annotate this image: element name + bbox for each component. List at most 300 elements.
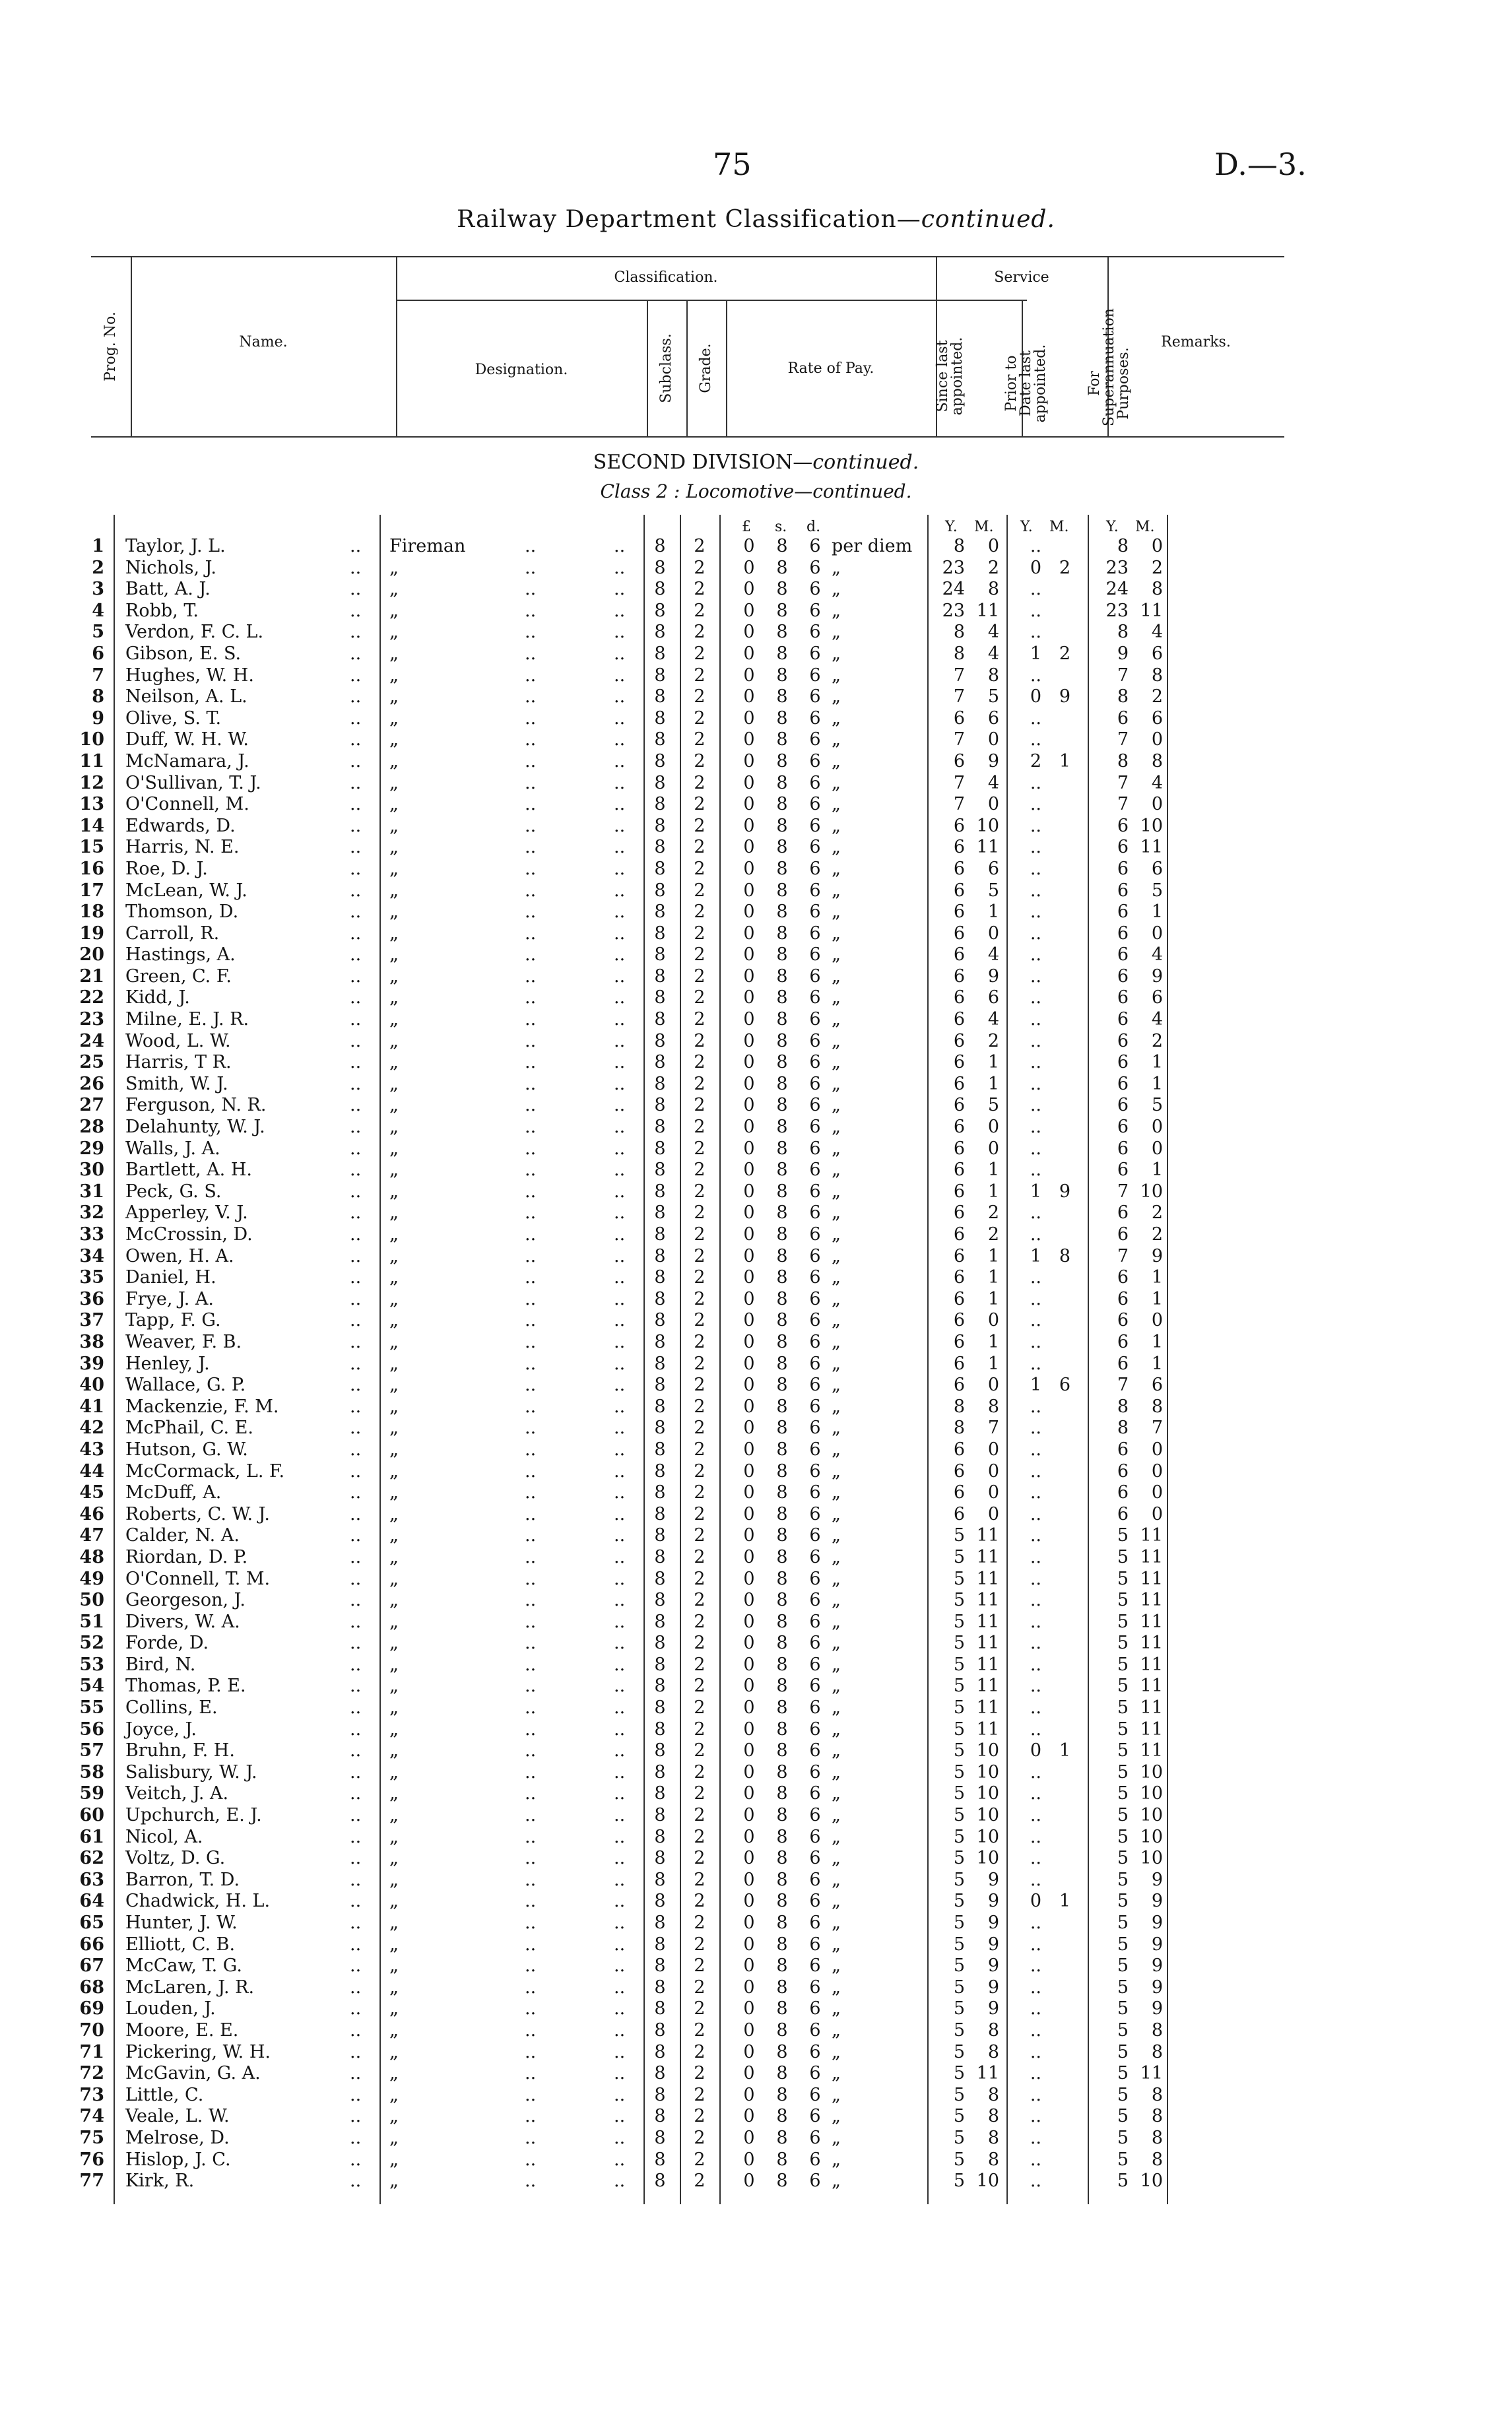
prog-no-cell: 43 — [79, 1439, 104, 1460]
grade-cell: 2 — [694, 1181, 706, 1202]
super-months-cell: 11 — [1140, 837, 1163, 858]
since-months-cell: 8 — [987, 2127, 999, 2148]
pay-pence-cell: 6 — [809, 923, 821, 944]
pay-period-cell: „ — [832, 1783, 841, 1804]
subclass-cell: 8 — [654, 2171, 666, 2192]
super-years-cell: 5 — [1117, 1934, 1129, 1955]
subclass-cell: 8 — [654, 1375, 666, 1396]
leader-dots: .. — [350, 1740, 362, 1761]
prior-years-cell: .. — [1030, 665, 1041, 686]
since-years-cell: 8 — [953, 536, 965, 556]
super-months-cell: 1 — [1151, 901, 1163, 923]
leader-dots: .. — [525, 1117, 537, 1138]
grade-cell: 2 — [694, 944, 706, 966]
subclass-cell: 8 — [654, 2019, 666, 2041]
grade-cell: 2 — [694, 1783, 706, 1804]
pay-period-cell: „ — [832, 772, 841, 793]
leader-dots: .. — [614, 1719, 626, 1740]
prior-years-cell: .. — [1030, 579, 1041, 600]
leader-dots: .. — [614, 815, 626, 836]
grade-cell: 2 — [694, 1590, 706, 1611]
pay-pounds-cell: 0 — [743, 1826, 755, 1847]
grade-cell: 2 — [694, 837, 706, 858]
pay-shillings-cell: 8 — [776, 1998, 788, 2019]
grade-cell: 2 — [694, 1418, 706, 1439]
leader-dots: .. — [614, 987, 626, 1008]
prog-no-cell: 47 — [79, 1525, 104, 1546]
super-years-cell: 6 — [1117, 1117, 1129, 1138]
leader-dots: .. — [525, 1353, 537, 1374]
table-row — [0, 1224, 1512, 1246]
super-years-cell: 5 — [1117, 1998, 1129, 2019]
super-years-cell: 7 — [1117, 772, 1129, 793]
super-years-cell: 7 — [1117, 1245, 1129, 1266]
table-row — [0, 665, 1512, 687]
since-months-cell: 11 — [976, 1719, 999, 1740]
pay-pence-cell: 6 — [809, 1439, 821, 1460]
prog-no-cell: 77 — [79, 2171, 104, 2192]
pay-pounds-cell: 0 — [743, 880, 755, 901]
subclass-cell: 8 — [654, 1913, 666, 1933]
since-months-cell: 0 — [987, 1375, 999, 1396]
designation-cell: „ — [389, 966, 399, 987]
since-months-cell: 10 — [976, 2171, 999, 2192]
pay-period-cell: „ — [832, 1633, 841, 1654]
designation-cell: „ — [389, 1869, 399, 1890]
leader-dots: .. — [614, 579, 626, 600]
since-months-cell: 9 — [987, 750, 999, 771]
pay-pence-cell: 6 — [809, 536, 821, 556]
pay-pounds-cell: 0 — [743, 1073, 755, 1094]
grade-cell: 2 — [694, 579, 706, 600]
section-heading — [0, 451, 1512, 474]
super-months-cell: 1 — [1151, 1288, 1163, 1309]
subclass-cell: 8 — [654, 1460, 666, 1482]
prog-no-cell: 64 — [79, 1891, 104, 1912]
since-months-cell: 1 — [987, 1245, 999, 1266]
pay-pounds-cell: 0 — [743, 1052, 755, 1073]
super-years-cell: 5 — [1117, 1719, 1129, 1740]
name-cell: Wallace, G. P. — [125, 1375, 246, 1396]
name-cell: McLean, W. J. — [125, 880, 247, 901]
leader-dots: .. — [350, 1460, 362, 1482]
leader-dots: .. — [614, 1848, 626, 1869]
subclass-cell: 8 — [654, 1761, 666, 1783]
subclass-cell: 8 — [654, 1095, 666, 1116]
leader-dots: .. — [614, 1138, 626, 1159]
designation-cell: „ — [389, 1955, 399, 1977]
leader-dots: .. — [525, 1676, 537, 1697]
since-months-cell: 1 — [987, 1267, 999, 1288]
since-years-cell: 5 — [953, 1805, 965, 1826]
leader-dots: .. — [525, 1697, 537, 1719]
table-row — [0, 601, 1512, 622]
leader-dots: .. — [525, 1590, 537, 1611]
prior-years-cell: .. — [1030, 1396, 1041, 1417]
designation-cell: „ — [389, 2127, 399, 2148]
leader-dots: .. — [525, 1848, 537, 1869]
pay-shillings-cell: 8 — [776, 1009, 788, 1030]
pay-period-cell: „ — [832, 1073, 841, 1094]
subclass-cell: 8 — [654, 2063, 666, 2084]
since-years-cell: 5 — [953, 1568, 965, 1589]
pay-pounds-cell: 0 — [743, 1998, 755, 2019]
grade-cell: 2 — [694, 1375, 706, 1396]
pay-shillings-cell: 8 — [776, 2149, 788, 2170]
prior-years-cell: .. — [1030, 1052, 1041, 1073]
name-cell: Roberts, C. W. J. — [125, 1503, 270, 1524]
name-cell: Forde, D. — [125, 1633, 209, 1654]
header-prior-to-date: Prior to Date last appointed. — [1003, 344, 1049, 423]
pay-period-cell: „ — [832, 2063, 841, 2084]
since-years-cell: 5 — [953, 2041, 965, 2062]
pay-period-cell: „ — [832, 1181, 841, 1202]
pay-pence-cell: 6 — [809, 1073, 821, 1094]
grade-cell: 2 — [694, 794, 706, 815]
designation-cell: „ — [389, 1913, 399, 1933]
super-years-cell: 5 — [1117, 2019, 1129, 2041]
table-row — [0, 1031, 1512, 1053]
table-row — [0, 794, 1512, 816]
leader-dots: .. — [614, 858, 626, 879]
table-row — [0, 1310, 1512, 1332]
since-years-cell: 7 — [953, 772, 965, 793]
pay-period-cell: „ — [832, 2149, 841, 2170]
leader-dots: .. — [525, 1181, 537, 1202]
pay-pounds-cell: 0 — [743, 1761, 755, 1783]
pay-period-cell: „ — [832, 966, 841, 987]
since-months-cell: 1 — [987, 1331, 999, 1352]
super-months-cell: 0 — [1151, 1482, 1163, 1503]
staff-table-body — [0, 536, 1512, 2192]
name-cell: Barron, T. D. — [125, 1869, 240, 1890]
since-months-cell: 2 — [987, 1030, 999, 1051]
super-months-cell: 0 — [1151, 794, 1163, 815]
table-row — [0, 622, 1512, 643]
since-years-cell: 6 — [953, 1482, 965, 1503]
super-years-cell: 5 — [1117, 1869, 1129, 1890]
designation-cell: „ — [389, 686, 399, 707]
leader-dots: .. — [350, 1913, 362, 1933]
pay-shillings-cell: 8 — [776, 1439, 788, 1460]
subclass-cell: 8 — [654, 794, 666, 815]
leader-dots: .. — [614, 1245, 626, 1266]
table-row — [0, 1827, 1512, 1849]
pay-pounds-cell: 0 — [743, 1009, 755, 1030]
since-years-cell: 6 — [953, 1310, 965, 1331]
pay-period-cell: „ — [832, 815, 841, 836]
super-months-cell: 6 — [1151, 643, 1163, 664]
prior-years-cell: .. — [1030, 1525, 1041, 1546]
leader-dots: .. — [614, 1052, 626, 1073]
header-prog-no: Prog. No. — [102, 311, 119, 381]
since-years-cell: 5 — [953, 1676, 965, 1697]
grade-cell: 2 — [694, 1482, 706, 1503]
pay-pence-cell: 6 — [809, 750, 821, 771]
super-months-cell: 10 — [1140, 1783, 1163, 1804]
leader-dots: .. — [350, 1826, 362, 1847]
leader-dots: .. — [614, 1503, 626, 1524]
prog-no-cell: 22 — [79, 987, 104, 1008]
designation-cell: „ — [389, 1288, 399, 1309]
leader-dots: .. — [350, 1654, 362, 1675]
table-row — [0, 1676, 1512, 1697]
subclass-cell: 8 — [654, 622, 666, 643]
pay-pounds-cell: 0 — [743, 1503, 755, 1524]
since-months-cell: 6 — [987, 858, 999, 879]
super-years-cell: 5 — [1117, 1761, 1129, 1783]
name-cell: Nichols, J. — [125, 557, 216, 578]
pay-pounds-cell: 0 — [743, 2063, 755, 2084]
prog-no-cell: 6 — [92, 643, 104, 664]
pay-pence-cell: 6 — [809, 1633, 821, 1654]
pay-shillings-cell: 8 — [776, 1418, 788, 1439]
prior-years-cell: 1 — [1030, 1375, 1041, 1396]
prog-no-cell: 60 — [79, 1805, 104, 1826]
name-cell: McCaw, T. G. — [125, 1955, 242, 1977]
grade-cell: 2 — [694, 2019, 706, 2041]
table-row — [0, 1439, 1512, 1461]
prior-years-cell: 0 — [1030, 1740, 1041, 1761]
super-months-cell: 0 — [1151, 1460, 1163, 1482]
table-row — [0, 1697, 1512, 1719]
super-years-cell: 6 — [1117, 901, 1129, 923]
super-years-cell: 7 — [1117, 1375, 1129, 1396]
super-years-cell: 5 — [1117, 1740, 1129, 1761]
since-months-cell: 5 — [987, 880, 999, 901]
name-cell: Kirk, R. — [125, 2171, 195, 2192]
leader-dots: .. — [525, 1202, 537, 1224]
pay-pence-cell: 6 — [809, 2106, 821, 2127]
pay-shillings-cell: 8 — [776, 1568, 788, 1589]
super-years-cell: 5 — [1117, 2106, 1129, 2127]
prior-years-cell: .. — [1030, 1160, 1041, 1181]
pay-shillings-cell: 8 — [776, 750, 788, 771]
subclass-cell: 8 — [654, 1568, 666, 1589]
table-row — [0, 1569, 1512, 1590]
prog-no-cell: 73 — [79, 2084, 104, 2105]
table-row — [0, 1138, 1512, 1160]
pay-pounds-cell: 0 — [743, 1869, 755, 1890]
super-years-cell: 6 — [1117, 1288, 1129, 1309]
subclass-cell: 8 — [654, 1869, 666, 1890]
leader-dots: .. — [525, 536, 537, 556]
since-months-cell: 9 — [987, 966, 999, 987]
prog-no-cell: 13 — [79, 794, 104, 815]
classification-rule — [396, 300, 1027, 301]
designation-cell: „ — [389, 1202, 399, 1224]
grade-cell: 2 — [694, 1202, 706, 1224]
leader-dots: .. — [614, 750, 626, 771]
leader-dots: .. — [614, 2041, 626, 2062]
super-years-cell: 5 — [1117, 1654, 1129, 1675]
leader-dots: .. — [350, 1482, 362, 1503]
leader-dots: .. — [525, 1375, 537, 1396]
since-years-cell: 6 — [953, 707, 965, 729]
leader-dots: .. — [614, 772, 626, 793]
prog-no-cell: 29 — [79, 1138, 104, 1159]
leader-dots: .. — [350, 2063, 362, 2084]
document-code: D.—3. — [1214, 147, 1307, 182]
super-months-cell: 11 — [1140, 600, 1163, 621]
since-years-cell: 5 — [953, 1719, 965, 1740]
table-row — [0, 1354, 1512, 1375]
pay-pounds-cell: 0 — [743, 600, 755, 621]
leader-dots: .. — [350, 557, 362, 578]
leader-dots: .. — [614, 1331, 626, 1352]
units-months-super: M. — [1135, 519, 1155, 535]
prog-no-cell: 24 — [79, 1030, 104, 1051]
subclass-cell: 8 — [654, 536, 666, 556]
prior-years-cell: .. — [1030, 1073, 1041, 1094]
designation-cell: „ — [389, 1546, 399, 1567]
prog-no-cell: 66 — [79, 1934, 104, 1955]
since-months-cell: 11 — [976, 1654, 999, 1675]
prog-no-cell: 53 — [79, 1654, 104, 1675]
leader-dots: .. — [614, 2149, 626, 2170]
prior-months-cell: 8 — [1059, 1245, 1070, 1266]
leader-dots: .. — [614, 966, 626, 987]
since-months-cell: 11 — [976, 1697, 999, 1719]
prior-months-cell: 1 — [1059, 1891, 1070, 1912]
page-title — [0, 206, 1512, 233]
leader-dots: .. — [525, 1460, 537, 1482]
since-months-cell: 10 — [976, 815, 999, 836]
leader-dots: .. — [525, 880, 537, 901]
since-years-cell: 5 — [953, 2019, 965, 2041]
name-cell: Batt, A. J. — [125, 579, 211, 600]
pay-pounds-cell: 0 — [743, 1934, 755, 1955]
leader-dots: .. — [350, 1117, 362, 1138]
super-months-cell: 8 — [1151, 665, 1163, 686]
subclass-cell: 8 — [654, 1740, 666, 1761]
since-years-cell: 5 — [953, 2127, 965, 2148]
leader-dots: .. — [614, 1590, 626, 1611]
designation-cell: „ — [389, 579, 399, 600]
prog-no-cell: 14 — [79, 815, 104, 836]
name-cell: Divers, W. A. — [125, 1611, 240, 1632]
since-months-cell: 4 — [987, 772, 999, 793]
pay-pence-cell: 6 — [809, 1052, 821, 1073]
leader-dots: .. — [614, 901, 626, 923]
leader-dots: .. — [525, 1740, 537, 1761]
grade-cell: 2 — [694, 923, 706, 944]
pay-pence-cell: 6 — [809, 815, 821, 836]
leader-dots: .. — [350, 643, 362, 664]
pay-period-cell: „ — [832, 1503, 841, 1524]
pay-period-cell: „ — [832, 1138, 841, 1159]
pay-pence-cell: 6 — [809, 579, 821, 600]
pay-period-cell: „ — [832, 837, 841, 858]
subclass-cell: 8 — [654, 1546, 666, 1567]
super-months-cell: 10 — [1140, 1761, 1163, 1783]
pay-shillings-cell: 8 — [776, 1590, 788, 1611]
leader-dots: .. — [614, 622, 626, 643]
designation-cell: „ — [389, 1848, 399, 1869]
since-months-cell: 4 — [987, 643, 999, 664]
name-cell: Nicol, A. — [125, 1826, 203, 1847]
name-cell: Carroll, R. — [125, 923, 220, 944]
leader-dots: .. — [350, 2149, 362, 2170]
since-months-cell: 0 — [987, 923, 999, 944]
pay-pounds-cell: 0 — [743, 1482, 755, 1503]
leader-dots: .. — [350, 1891, 362, 1912]
pay-pounds-cell: 0 — [743, 987, 755, 1008]
table-row — [0, 1246, 1512, 1268]
super-months-cell: 6 — [1151, 707, 1163, 729]
pay-shillings-cell: 8 — [776, 1052, 788, 1073]
header-name: Name. — [239, 334, 288, 350]
super-months-cell: 10 — [1140, 1805, 1163, 1826]
since-months-cell: 2 — [987, 1202, 999, 1224]
since-years-cell: 5 — [953, 1740, 965, 1761]
grade-cell: 2 — [694, 1224, 706, 1245]
prior-years-cell: 0 — [1030, 686, 1041, 707]
designation-cell: „ — [389, 1331, 399, 1352]
since-months-cell: 4 — [987, 622, 999, 643]
pay-period-cell: „ — [832, 622, 841, 643]
designation-cell: „ — [389, 1073, 399, 1094]
pay-shillings-cell: 8 — [776, 815, 788, 836]
leader-dots: .. — [614, 1310, 626, 1331]
since-months-cell: 9 — [987, 1955, 999, 1977]
pay-shillings-cell: 8 — [776, 622, 788, 643]
prog-no-cell: 74 — [79, 2106, 104, 2127]
pay-period-cell: „ — [832, 1396, 841, 1417]
since-months-cell: 10 — [976, 1761, 999, 1783]
prog-no-cell: 18 — [79, 901, 104, 923]
pay-pence-cell: 6 — [809, 1590, 821, 1611]
super-years-cell: 6 — [1117, 1095, 1129, 1116]
name-cell: Delahunty, W. J. — [125, 1117, 265, 1138]
pay-pounds-cell: 0 — [743, 750, 755, 771]
pay-pence-cell: 6 — [809, 2171, 821, 2192]
since-years-cell: 6 — [953, 944, 965, 966]
pay-pounds-cell: 0 — [743, 1568, 755, 1589]
name-cell: Salisbury, W. J. — [125, 1761, 257, 1783]
pay-shillings-cell: 8 — [776, 1117, 788, 1138]
prog-no-cell: 33 — [79, 1224, 104, 1245]
pay-period-cell: „ — [832, 2019, 841, 2041]
prior-years-cell: .. — [1030, 2106, 1041, 2127]
since-years-cell: 23 — [942, 600, 965, 621]
super-months-cell: 9 — [1151, 1245, 1163, 1266]
super-months-cell: 11 — [1140, 1740, 1163, 1761]
name-cell: Olive, S. T. — [125, 707, 222, 729]
header-top-rule — [91, 256, 1284, 257]
since-months-cell: 8 — [987, 2149, 999, 2170]
prior-years-cell: .. — [1030, 1546, 1041, 1567]
leader-dots: .. — [350, 1611, 362, 1632]
grade-cell: 2 — [694, 2171, 706, 2192]
pay-pence-cell: 6 — [809, 1611, 821, 1632]
since-years-cell: 5 — [953, 1546, 965, 1567]
prog-no-cell: 27 — [79, 1095, 104, 1116]
leader-dots: .. — [525, 1719, 537, 1740]
pay-pounds-cell: 0 — [743, 729, 755, 750]
name-cell: Harris, T R. — [125, 1052, 232, 1073]
since-months-cell: 10 — [976, 1848, 999, 1869]
since-months-cell: 11 — [976, 600, 999, 621]
pay-pounds-cell: 0 — [743, 1525, 755, 1546]
leader-dots: .. — [350, 579, 362, 600]
table-row — [0, 1095, 1512, 1117]
pay-period-cell: „ — [832, 858, 841, 879]
since-years-cell: 6 — [953, 1224, 965, 1245]
super-months-cell: 0 — [1151, 1117, 1163, 1138]
designation-cell: „ — [389, 1740, 399, 1761]
pay-period-cell: „ — [832, 1869, 841, 1890]
